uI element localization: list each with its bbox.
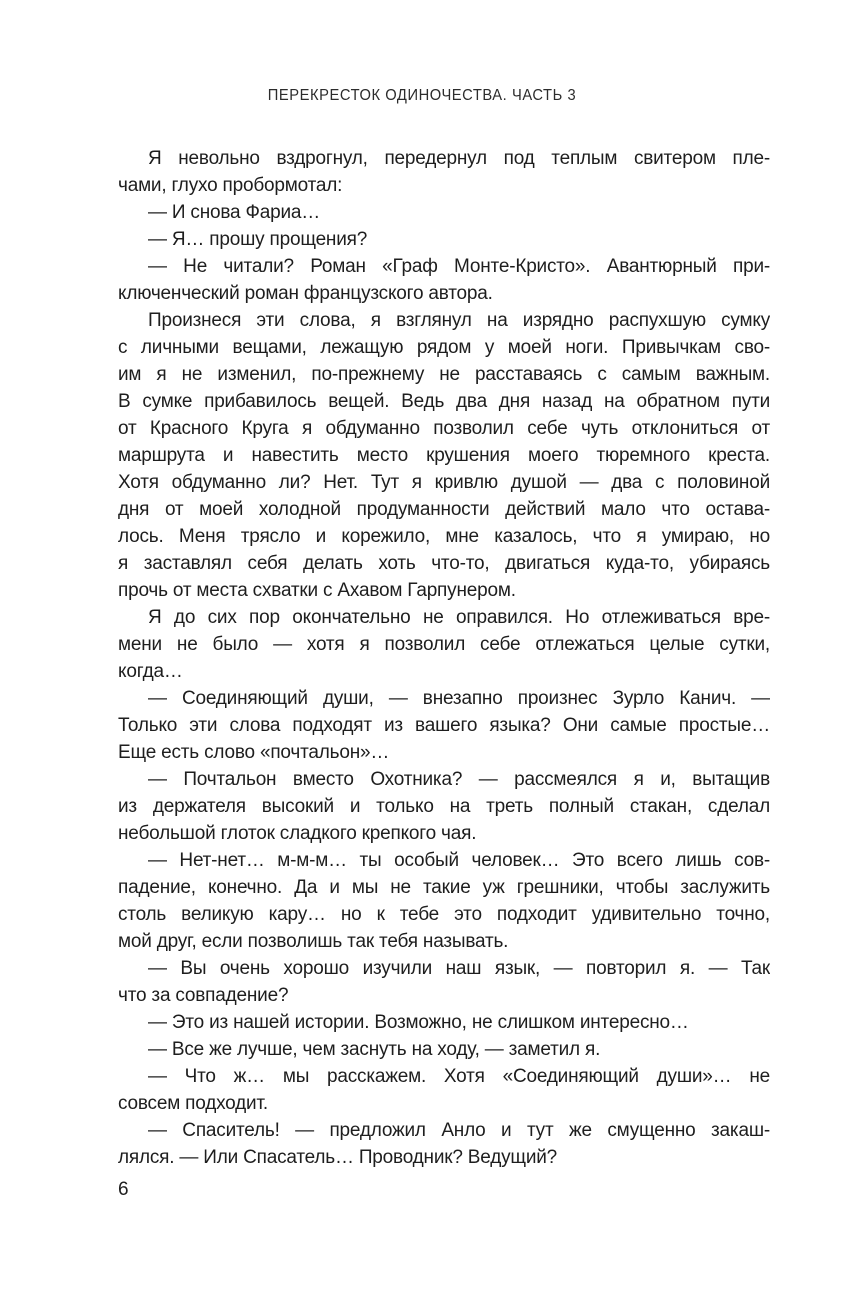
- text-line: дня от моей холодной продуманности действий мало что остава-: [118, 499, 770, 520]
- paragraph: [118, 199, 770, 226]
- text-line: лялся. — Или Спасатель… Проводник? Ведущий?: [118, 1147, 558, 1168]
- text-line: Я невольно вздрогнул, передернул под теплым свитером пле-: [148, 148, 770, 169]
- paragraph: [118, 847, 770, 955]
- text-line: — Соединяющий души, — внезапно произнес Зурло Канич. —: [148, 688, 770, 709]
- text-line: от Красного Круга я обдуманно позволил себе чуть отклониться от: [118, 418, 770, 439]
- text-line: — И снова Фариа…: [148, 202, 321, 223]
- paragraph: [118, 145, 770, 199]
- text-line: маршрута и навестить место крушения моего тюремного креста.: [118, 445, 770, 466]
- text-line: — Почтальон вместо Охотника? — рассмеялся я и, вытащив: [148, 769, 770, 790]
- text-line: падение, конечно. Да и мы не такие уж грешники, чтобы заслужить: [118, 877, 770, 898]
- text-line: я заставлял себя делать хоть что-то, двигаться куда-то, убираясь: [118, 553, 770, 574]
- text-line: небольшой глоток сладкого крепкого чая.: [118, 823, 477, 844]
- text-line: лось. Меня трясло и корежило, мне казалось, что я умираю, но: [118, 526, 770, 547]
- text-line: совсем подходит.: [118, 1093, 268, 1114]
- text-line: — Не читали? Роман «Граф Монте-Кристо». Авантюрный при-: [148, 256, 770, 277]
- text-line: Произнеся эти слова, я взглянул на изрядно распухшую сумку: [148, 310, 770, 331]
- text-line: Только эти слова подходят из вашего языка? Они самые простые…: [118, 715, 770, 736]
- text-line: мени не было — хотя я позволил себе отлежаться целые сутки,: [118, 634, 770, 655]
- paragraph: [118, 307, 770, 604]
- text-line: столь великую кару… но к тебе это подходит удивительно точно,: [118, 904, 770, 925]
- text-line: прочь от места схватки с Ахавом Гарпунером.: [118, 580, 516, 601]
- text-line: — Нет-нет… м-м-м… ты особый человек… Это всего лишь сов-: [148, 850, 770, 871]
- paragraph: [118, 955, 770, 1009]
- text-line: им я не изменил, по-прежнему не расставаясь с самым важным.: [118, 364, 770, 385]
- text-line: Еще есть слово «почтальон»…: [118, 742, 390, 763]
- running-header: ПЕРЕКРЕСТОК ОДИНОЧЕСТВА. ЧАСТЬ 3: [267, 87, 577, 104]
- text-line: что за совпадение?: [118, 985, 289, 1006]
- paragraph: [118, 1036, 770, 1063]
- text-line: — Я… прошу прощения?: [148, 229, 368, 250]
- text-line: когда…: [118, 661, 183, 682]
- paragraph: [118, 1063, 770, 1117]
- text-line: — Вы очень хорошо изучили наш язык, — повторил я. — Так: [148, 958, 770, 979]
- text-line: Хотя обдуманно ли? Нет. Тут я кривлю душой — два с половиной: [118, 472, 770, 493]
- text-line: — Это из нашей истории. Возможно, не слишком интересно…: [148, 1012, 689, 1033]
- text-line: — Что ж… мы расскажем. Хотя «Соединяющий души»… не: [148, 1066, 770, 1087]
- paragraph: [118, 604, 770, 685]
- text-line: — Все же лучше, чем заснуть на ходу, — заметил я.: [148, 1039, 601, 1060]
- paragraph: [118, 1117, 770, 1171]
- paragraph: [118, 685, 770, 766]
- paragraph: [118, 226, 770, 253]
- text-line: чами, глухо пробормотал:: [118, 175, 343, 196]
- text-line: — Спаситель! — предложил Анло и тут же смущенно закаш-: [148, 1120, 770, 1141]
- paragraph: [118, 253, 770, 307]
- paragraph: [118, 1009, 770, 1036]
- text-line: В сумке прибавилось вещей. Ведь два дня назад на обратном пути: [118, 391, 770, 412]
- page-number: 6: [118, 1179, 129, 1200]
- body-text-block: [118, 145, 770, 1171]
- text-line: Я до сих пор окончательно не оправился. Но отлеживаться вре-: [148, 607, 770, 628]
- text-line: ключенческий роман французского автора.: [118, 283, 493, 304]
- text-line: мой друг, если позволишь так тебя называть.: [118, 931, 509, 952]
- text-line: из держателя высокий и только на треть полный стакан, сделал: [118, 796, 770, 817]
- paragraph: [118, 766, 770, 847]
- text-line: с личными вещами, лежащую рядом у моей ноги. Привычкам сво-: [118, 337, 770, 358]
